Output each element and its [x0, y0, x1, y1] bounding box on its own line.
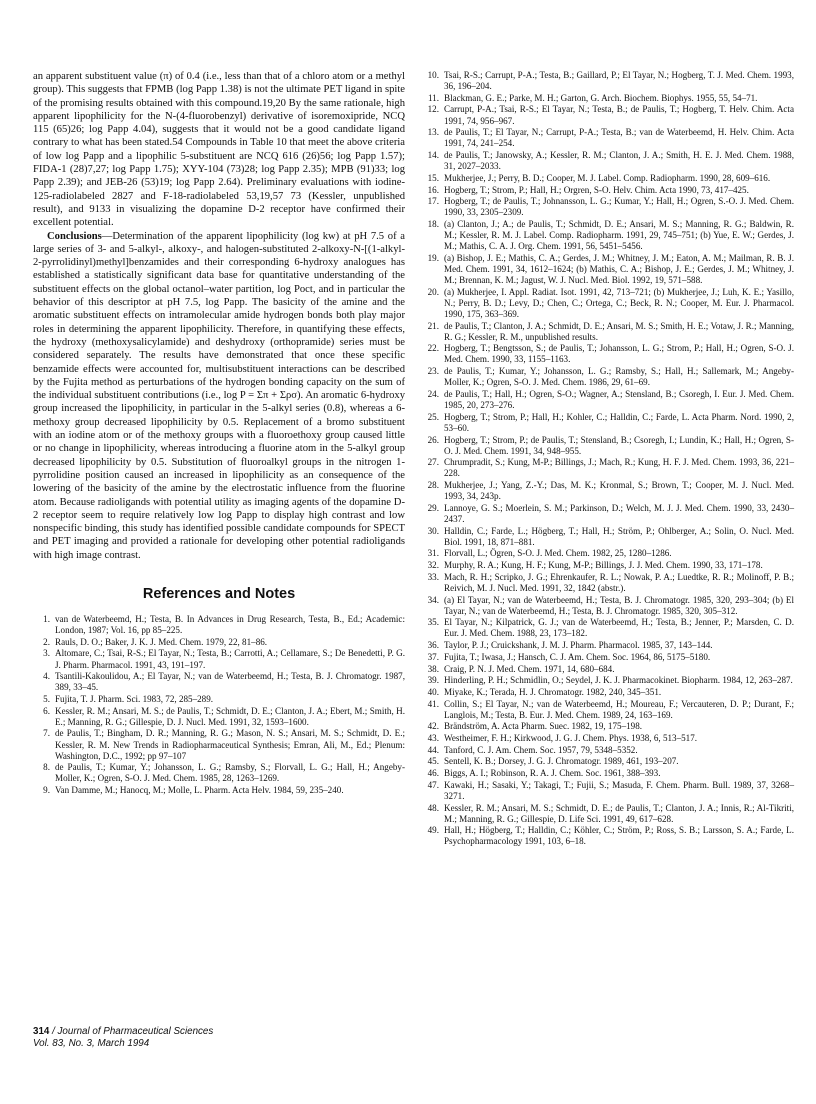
reference-text: Westheimer, F. H.; Kirkwood, J. G. J. Chem. Phys. 1938, 6, 513–517. — [444, 733, 698, 744]
reference-item — [422, 366, 794, 388]
reference-number: 17. — [427, 196, 439, 207]
reference-text: Mukherjee, J.; Perry, B. D.; Cooper, M. J. Label. Comp. Radiopharm. 1990, 28, 609–616. — [444, 172, 771, 183]
reference-text: Halldin, C.; Farde, L.; Högberg, T.; Hall, H.; Ström, P.; Ohlberger, A.; Solin, O. Nucl. Med. Biol. 1991, 18, 871–881. — [444, 525, 794, 547]
reference-text: de Paulis, T.; Hall, H.; Ogren, S-O.; Wagner, A.; Stensland, B.; Csoregh, I. Eur. J. Med. Chem. 1985, 20, 273–276. — [444, 388, 794, 411]
reference-item — [422, 321, 794, 343]
reference-number: 37. — [427, 651, 439, 662]
references-list-right — [422, 70, 794, 848]
reference-text: Hogberg, T.; de Paulis, T.; Johnansson, L. G.; Kumar, Y.; Hall, H.; Ogren, S.-O. J. Med. Chem. 1990, 33, 2305–2309. — [444, 196, 794, 218]
reference-text: El Tayar, N.; Kilpatrick, G. J.; van de Waterbeemd, H.; Testa, B.; Jenner, P.; Marsden, C. D. Eur. J. Med. Chem. 1988, 23, 173–182. — [444, 617, 794, 639]
reference-text: Biggs, A. I.; Robinson, R. A. J. Chem. Soc. 1961, 388–393. — [444, 768, 661, 779]
reference-number: 29. — [427, 502, 439, 513]
reference-item — [422, 196, 794, 218]
reference-item — [422, 572, 794, 594]
reference-number: 2. — [43, 636, 50, 647]
reference-item — [422, 70, 794, 92]
reference-number: 15. — [427, 172, 439, 183]
reference-item — [422, 343, 794, 365]
reference-item — [422, 93, 794, 104]
reference-number: 25. — [427, 411, 439, 422]
reference-item — [422, 664, 794, 675]
reference-number: 16. — [427, 184, 439, 195]
reference-text: Kessler, R. M.; Ansari, M. S.; de Paulis, T.; Schmidt, D. E.; Clanton, J. A.; Ebert, M.; Smith, H. E.; Manning, R. G.; Gillespie, D. J. Nucl. Med. 1991, 32, 1593–1600. — [55, 705, 405, 727]
reference-text: Fujita, T. J. Pharm. Sci. 1983, 72, 285–289. — [55, 694, 214, 705]
reference-text: Murphy, R. A.; Kung, H. F.; Kung, M-P.; Billings, J. J. Med. Chem. 1990, 33, 171–178. — [444, 560, 763, 571]
reference-item — [33, 762, 405, 784]
reference-number: 21. — [427, 320, 439, 331]
reference-number: 42. — [427, 721, 439, 732]
reference-number: 18. — [427, 218, 439, 229]
reference-item — [422, 219, 794, 252]
reference-number: 13. — [427, 127, 439, 138]
reference-text: Hogberg, T.; Bengtsson, S.; de Paulis, T.; Johansson, L. G.; Strom, P.; Hall, H.; Ogren, S-O. J. Med. Chem. 1990, 33, 1155–1163. — [444, 343, 794, 365]
reference-number: 33. — [427, 571, 439, 582]
reference-item — [33, 785, 405, 796]
reference-item — [422, 733, 794, 744]
reference-number: 7. — [43, 728, 50, 739]
reference-number: 28. — [427, 480, 439, 491]
reference-text: de Paulis, T.; Kumar, Y.; Johansson, L. G.; Ramsby, S.; Hall, H.; Sallemark, M.; Angeby-Moller, K.; Ogren, S-O. J. Med. Chem. 1986, 29, 61–69. — [444, 366, 794, 388]
reference-item — [422, 412, 794, 434]
reference-number: 34. — [427, 594, 439, 605]
reference-number: 40. — [427, 686, 439, 697]
reference-number: 35. — [427, 617, 439, 628]
reference-number: 1. — [43, 613, 50, 624]
reference-item — [422, 617, 794, 639]
reference-number: 20. — [427, 286, 439, 297]
reference-text: Hogberg, T.; Strom, P.; Hall, H.; Orgren, S-O. Helv. Chim. Acta 1990, 73, 417–425. — [444, 184, 749, 195]
reference-number: 48. — [427, 802, 439, 813]
reference-item — [422, 640, 794, 651]
journal-issue: Vol. 83, No. 3, March 1994 — [33, 1038, 150, 1050]
body-paragraph: an apparent substituent value (π) of 0.4 (i.e., less than that of a chloro atom or a methyl group). This suggests that FPMB (log Papp 1.38) is not the ultimate PET ligand in spite of the promising results obtained with this compound.19,20 By the same rationale, high apparent lipophilicity for the N-(4-fluorobenzyl) derivative of isoremoxipride, NCQ 115 (65)26; log Papp 4.04), suggests that it would not be a good candidate ligand contrary to what has been stated.54 Compounds in Table 10 that meet the above criteria of low log Papp and a lipophilic 5-substituent are NCQ 616 (26)56; log Papp 1.57); FIDA-1 (28)7,27; log Papp 1.75); XYY-104 (73)28; log Papp 2.35); MPB (91)33; log Papp 2.39); and JEB-26 (53)19; log Papp 2.64). Preliminary evaluations with iodine-125-radiolabeled 2827 and F-18-radiolabeled 53,19,57 73 (Kessler, unpublished result), and 9133 in visualizing the dopamine D-2 receptor have confirmed their excellent potential. — [33, 71, 405, 229]
reference-number: 46. — [427, 768, 439, 779]
reference-item — [33, 614, 405, 636]
page-footer — [33, 1026, 213, 1051]
reference-text: de Paulis, T.; Bingham, D. R.; Manning, R. G.; Mason, N. S.; Ansari, M. S.; Schmidt, D. E.; Kessler, R. M. New Trends in Radiopharmaceutical Synthesis; Emran, Ali, M., Ed.; Plenum: Washington, D.C., 1992; pp 97–107 — [55, 728, 405, 761]
reference-item — [33, 671, 405, 693]
reference-text: Chrumpradit, S.; Kung, M-P.; Billings, J.; Mach, R.; Kung, H. F. J. Med. Chem. 1993, 36, 221–228. — [444, 457, 794, 479]
reference-item — [422, 560, 794, 571]
reference-text: Sentell, K. B.; Dorsey, J. G. J. Chromatogr. 1989, 461, 193–207. — [444, 756, 679, 767]
reference-text: Van Damme, M.; Hanocq, M.; Molle, L. Pharm. Acta Helv. 1984, 59, 235–240. — [55, 785, 344, 796]
reference-text: Blackman, G. E.; Parke, M. H.; Garton, G. Arch. Biochem. Biophys. 1955, 55, 54–71. — [444, 92, 758, 103]
reference-number: 9. — [43, 785, 50, 796]
reference-text: Florvall, L.; Ögren, S-O. J. Med. Chem. 1982, 25, 1280–1286. — [444, 548, 672, 559]
reference-item — [422, 127, 794, 149]
reference-item — [422, 825, 794, 847]
right-column — [422, 70, 794, 848]
reference-item — [422, 721, 794, 732]
reference-item — [422, 526, 794, 548]
reference-item — [422, 803, 794, 825]
references-heading: References and Notes — [142, 585, 296, 602]
reference-number: 11. — [427, 92, 439, 103]
left-column — [33, 70, 405, 797]
reference-item — [422, 699, 794, 721]
reference-text: Hogberg, T.; Strom, P.; de Paulis, T.; Stensland, B.; Csoregh, I.; Lundin, K.; Hall, H.; Ogren, S-O. J. Med. Chem. 1991, 34, 948–955. — [444, 434, 794, 456]
reference-number: 32. — [427, 560, 439, 571]
reference-item — [422, 104, 794, 126]
reference-number: 19. — [427, 252, 439, 263]
reference-item — [422, 768, 794, 779]
reference-text: de Paulis, T.; El Tayar, N.; Carrupt, P-A.; Testa, B.; van de Waterbeemd, H. Helv. Chim. Acta 1991, 74, 241–254. — [444, 127, 794, 149]
reference-number: 23. — [427, 366, 439, 377]
page-number: 314 — [33, 1026, 50, 1037]
reference-item — [33, 694, 405, 705]
reference-number: 22. — [427, 343, 439, 354]
reference-number: 24. — [427, 388, 439, 399]
reference-text: Tsai, R-S.; Carrupt, P-A.; Testa, B.; Gaillard, P.; El Tayar, N.; Hogberg, T. J. Med. Chem. 1993, 36, 196–204. — [444, 70, 794, 92]
reference-item — [33, 706, 405, 728]
reference-item — [422, 687, 794, 698]
reference-number: 12. — [427, 104, 439, 115]
conclusions-label: Conclusions — [47, 230, 102, 242]
reference-number: 39. — [427, 675, 439, 686]
journal-name: / Journal of Pharmaceutical Sciences — [52, 1026, 214, 1037]
reference-number: 38. — [427, 663, 439, 674]
reference-item — [422, 595, 794, 617]
reference-text: (a) Clanton, J.; A.; de Paulis, T.; Schmidt, D. E.; Ansari, M. S.; Manning, R. G.; Baldwin, R. M.; Kessler, R. M. J. Label. Comp. Radiopharm. 1991, 29, 745–751; (b) Yue, E. W.; Gerdes, J. M.; Mathis, C. A. J. Org. Chem. 1991, 56, 5451–5456. — [444, 218, 794, 252]
reference-text: Brändström, A. Acta Pharm. Suec. 1982, 19, 175–198. — [444, 721, 643, 732]
reference-number: 44. — [427, 744, 439, 755]
reference-item — [422, 457, 794, 479]
reference-text: de Paulis, T.; Clanton, J. A.; Schmidt, D. E.; Ansari, M. S.; Smith, H. E.; Votaw, J. R.; Manning, R. G.; Kessler, R. M., unpublished results. — [444, 320, 794, 342]
reference-number: 8. — [43, 762, 50, 773]
reference-number: 6. — [43, 705, 50, 716]
reference-item — [33, 648, 405, 670]
reference-item — [422, 652, 794, 663]
reference-item — [422, 389, 794, 411]
reference-number: 36. — [427, 640, 439, 651]
reference-text: Lannoye, G. S.; Moerlein, S. M.; Parkinson, D.; Welch, M. J. J. Med. Chem. 1990, 33, 2430–2437. — [444, 502, 794, 524]
reference-number: 45. — [427, 756, 439, 767]
reference-text: de Paulis, T.; Kumar, Y.; Johansson, L. G.; Ramsby, S.; Florvall, L. G.; Hall, H.; Angeby-Moller, K.; Ogren, S-O. J. Med. Chem. 1985, 28, 1263–1269. — [55, 762, 405, 784]
reference-text: Hall, H.; Högberg, T.; Halldin, C.; Köhler, C.; Ström, P.; Ross, S. B.; Larsson, S. A.; Farde, L. Psychopharmacology 1991, 103, 6–18. — [444, 825, 794, 847]
reference-text: (a) El Tayar, N.; van de Waterbeemd, H.; Testa, B. J. Chromatogr. 1985, 320, 293–304; (b) El Tayar, N.; van de Waterbeemd, H.; Testa, B. J. Chromatogr. 1985, 320, 305–312. — [444, 594, 794, 616]
reference-number: 26. — [427, 434, 439, 445]
reference-text: Mukherjee, J.; Yang, Z.-Y.; Das, M. K.; Kronmal, S.; Brown, T.; Cooper, M. J. Nucl. Med. 1993, 34, 243p. — [444, 480, 794, 502]
reference-text: de Paulis, T.; Janowsky, A.; Kessler, R. M.; Clanton, J. A.; Smith, H. E. J. Med. Chem. 1988, 31, 2027–2033. — [444, 150, 794, 172]
reference-number: 4. — [43, 671, 50, 682]
reference-text: Mach, R. H.; Scripko, J. G.; Ehrenkaufer, R. L.; Nowak, P. A.; Luedtke, R. R.; Molinoff, P. B.; Reivich, M. J. Nucl. Med. 1991, 32, 1842 (abstr.). — [444, 571, 794, 593]
reference-number: 41. — [427, 698, 439, 709]
reference-number: 14. — [427, 150, 439, 161]
reference-item — [422, 253, 794, 286]
reference-number: 3. — [43, 648, 50, 659]
reference-text: Taylor, P. J.; Cruickshank, J. M. J. Pharm. Pharmacol. 1985, 37, 143–144. — [444, 640, 713, 651]
reference-item — [422, 150, 794, 172]
reference-text: Altomare, C.; Tsai, R-S.; El Tayar, N.; Testa, B.; Carrotti, A.; Cellamare, S.; De Benedetti, P. G. J. Pharm. Pharmacol. 1991, 43, 191–197. — [55, 648, 405, 670]
reference-text: (a) Bishop, J. E.; Mathis, C. A.; Gerdes, J. M.; Whitney, J. M.; Eaton, A. M.; Mailman, R. B. J. Med. Chem. 1991, 34, 1612–1624; (b) Mathis, C. A.; Bishop, J. E.; Gerdes, J. M.; Whitney, J. M.; Brennan, K. M.; Jagust, W. J. Nucl. Med. Biol. 1992, 19, 571–588. — [444, 252, 794, 286]
reference-item — [422, 745, 794, 756]
reference-text: Collin, S.; El Tayar, N.; van de Waterbeemd, H.; Moureau, F.; Vercauteren, D. P.; Durant, F.; Langlois, M.; Testa, B. Eur. J. Med. Chem. 1989, 24, 163–169. — [444, 698, 794, 720]
reference-text: Miyake, K.; Terada, H. J. Chromatogr. 1982, 240, 345–351. — [444, 686, 662, 697]
reference-text: (a) Mukherjee, I. Appl. Radiat. Isot. 1991, 42, 713–721; (b) Mukherjee, J.; Luh, K. E.; Yasillo, N.; Perry, B. D.; Levy, D.; Chen, C.; Ortega, C.; Beck, R. N.; Cooper, M. Eur. J. Pharmacol. 1990, 175, 363–369. — [444, 286, 794, 319]
reference-text: Tanford, C. J. Am. Chem. Soc. 1957, 79, 5348–5352. — [444, 744, 638, 755]
reference-item — [422, 287, 794, 320]
reference-item — [422, 185, 794, 196]
reference-number: 30. — [427, 525, 439, 536]
references-list-left — [33, 614, 405, 796]
reference-text: Craig, P. N. J. Med. Chem. 1971, 14, 680–684. — [444, 663, 615, 674]
reference-item — [33, 728, 405, 761]
reference-text: Rauls, D. O.; Baker, J. K. J. Med. Chem. 1979, 22, 81–86. — [55, 636, 268, 647]
conclusions-text: —Determination of the apparent lipophilicity (log kw) at pH 7.5 of a large series of 3- and 5-alkyl-, alkoxy-, and halogen-substituted 2-alkoxy-N-[(1-alkyl-2-pyrrolidinyl)methyl]benzamides and their corresponding 6-hydroxy analogues has established a statistically significant data base for quantitative understanding of the substituent effects on the global octanol–water partition, log Poct, and in particular the behavior of this descriptor at pH 7.5, log Papp. The basicity of the amine and the aromatic substituent effects on intramolecular amide hydrogen bonds both play major roles in determining the apparent lipophilicity. Therefore, in quantifying these effects, the hydroxy (methoxysalicylamide) and deshydroxy (orthopramide) series must be considered separately. The results have demonstrated that once these specific benzamide effects were accounted for, multisubstituent interactions can be described by the Fujita method as perturbations of the hydrogen bonding capacity on the sum of the individual substituent contributions (i.e., log P = Σπ + Σρσ). An aromatic 6-hydroxy group increased the lipophilicity, in particular in the 5-alkyl series (0.8), whereas a 6-methoxy group decreased lipophilicity by 0.5. Replacement of a bromo substituent with an iodine atom or of the methoxy groups with a fluoroethoxy group caused little or no change in lipophilicity, whereas introducing a fluorine atom in the 5-alkyl group decreased lipophilicity by 0.5. Substitution of fluoroalkyl groups in the nitrogen 1-pyrrolidine position caused an increased in lipophilicity as an consequence of the lowering of the basicity of the amine by the electrostatic influence from the fluorine atom. Because radioligands with potential utility as imaging agents of the dopamine D-2 receptor seem to require relatively low log Papp to display high contrast and low nonspecific binding, this study has identified possible candidate compounds for SPECT and PET imaging and provided a rationale for developing other potential radioligands with high image contrast. — [33, 230, 405, 561]
reference-text: Tsantili-Kakoulidou, A.; El Tayar, N.; van de Waterbeemd, H.; Testa, B. J. Chromatogr. 1987, 389, 33–45. — [55, 671, 405, 693]
reference-item — [422, 480, 794, 502]
reference-text: Fujita, T.; Iwasa, J.; Hansch, C. J. Am. Chem. Soc. 1964, 86, 5175–5180. — [444, 651, 711, 662]
reference-item — [422, 173, 794, 184]
reference-number: 47. — [427, 779, 439, 790]
reference-item — [422, 503, 794, 525]
reference-item — [422, 756, 794, 767]
reference-item — [422, 548, 794, 559]
reference-number: 10. — [427, 70, 439, 80]
reference-number: 31. — [427, 548, 439, 559]
reference-item — [422, 780, 794, 802]
reference-number: 27. — [427, 457, 439, 468]
reference-text: Kessler, R. M.; Ansari, M. S.; Schmidt, D. E.; de Paulis, T.; Clanton, J. A.; Innis, R.; Al-Tikriti, M.; Manning, R. G.; Gillespie, D. Life Sci. 1991, 49, 617–628. — [444, 802, 794, 824]
reference-item — [33, 637, 405, 648]
conclusions-paragraph — [33, 230, 405, 562]
reference-number: 49. — [427, 825, 439, 836]
reference-text: van de Waterbeemd, H.; Testa, B. In Advances in Drug Research, Testa, B., Ed.; Academic: London, 1987; Vol. 16, pp 85–225. — [55, 613, 405, 636]
reference-text: Carrupt, P-A.; Tsai, R-S.; El Tayar, N.; Testa, B.; de Paulis, T.; Hogberg, T. Helv. Chim. Acta 1991, 74, 956–967. — [444, 104, 794, 126]
reference-text: Hinderling, P. H.; Schmidlin, O.; Seydel, J. K. J. Pharmacokinet. Biopharm. 1984, 12, 263–287. — [444, 675, 793, 686]
reference-number: 5. — [43, 694, 50, 705]
reference-item — [422, 675, 794, 686]
reference-text: Hogberg, T.; Strom, P.; Hall, H.; Kohler, C.; Halldin, C.; Farde, L. Acta Pharm. Nord. 1990, 2, 53–60. — [444, 411, 794, 433]
reference-text: Kawaki, H.; Sasaki, Y.; Takagi, T.; Fujii, S.; Masuda, F. Chem. Pharm. Bull. 1989, 37, 3268–3271. — [444, 779, 794, 801]
reference-number: 43. — [427, 733, 439, 744]
reference-item — [422, 435, 794, 457]
